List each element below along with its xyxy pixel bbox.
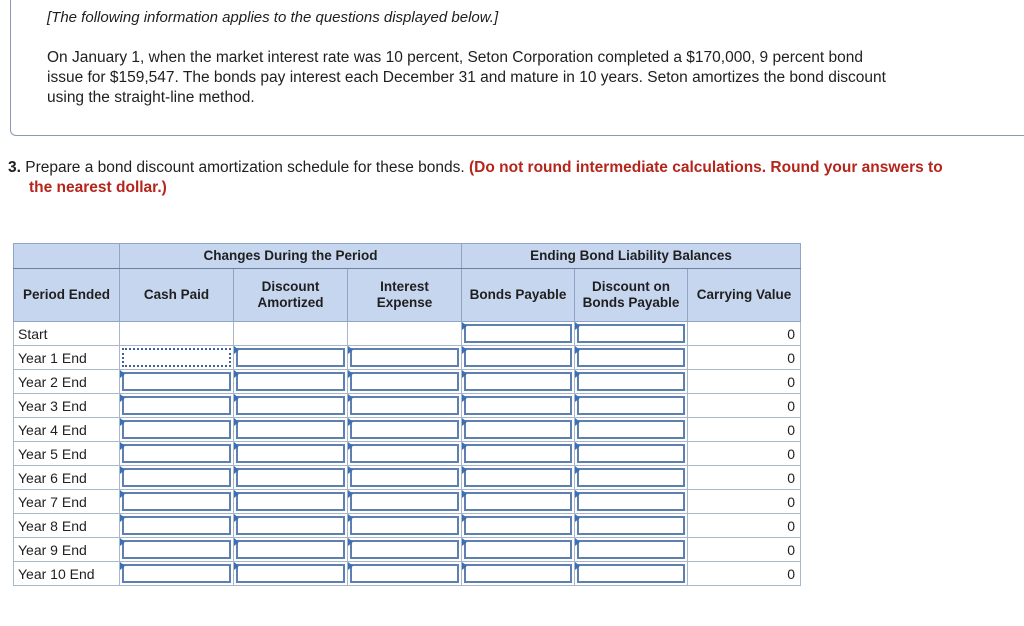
table-row [14, 538, 801, 562]
bonds-payable-cell [462, 562, 575, 586]
question-number: 3. [8, 159, 21, 176]
input-marker-icon [575, 466, 580, 474]
discount-amortized-input[interactable] [236, 348, 345, 367]
discount-on-bonds-payable-input[interactable] [577, 420, 685, 439]
rounding-instruction-cont: the nearest dollar.) [29, 179, 167, 196]
input-marker-icon [120, 538, 125, 546]
table-row [14, 514, 801, 538]
col-header-bonds-payable: Bonds Payable [462, 269, 575, 322]
bonds-payable-input[interactable] [464, 564, 572, 583]
input-marker-icon [462, 346, 467, 354]
problem-statement [47, 48, 997, 108]
input-marker-icon [462, 322, 467, 330]
input-marker-icon [462, 442, 467, 450]
discount-on-bonds-payable-cell [575, 394, 688, 418]
input-marker-icon [234, 442, 239, 450]
discount-on-bonds-payable-input[interactable] [577, 492, 685, 511]
discount-amortized-cell [234, 490, 348, 514]
problem-line: using the straight-line method. [47, 89, 255, 106]
bonds-payable-input[interactable] [464, 324, 572, 343]
input-marker-icon [234, 394, 239, 402]
input-marker-icon [348, 514, 353, 522]
col-header-discount-on-bonds-payable [575, 269, 688, 322]
input-marker-icon [234, 538, 239, 546]
interest-expense-cell [348, 322, 462, 346]
input-marker-icon [462, 538, 467, 546]
period-label: Year 6 End [14, 466, 120, 490]
discount-amortized-cell [234, 322, 348, 346]
cash-paid-cell [120, 514, 234, 538]
carrying-value-cell: 0 [688, 538, 801, 562]
col-header-line: Interest [380, 279, 429, 294]
bonds-payable-cell [462, 538, 575, 562]
discount-on-bonds-payable-cell [575, 514, 688, 538]
input-marker-icon [120, 490, 125, 498]
input-marker-icon [234, 418, 239, 426]
input-marker-icon [348, 418, 353, 426]
bonds-payable-cell [462, 394, 575, 418]
info-note: [The following information applies to the questions displayed below.] [47, 9, 499, 26]
discount-amortized-cell [234, 370, 348, 394]
cash-paid-input[interactable] [122, 396, 231, 415]
discount-on-bonds-payable-cell [575, 466, 688, 490]
bonds-payable-input[interactable] [464, 396, 572, 415]
input-marker-icon [234, 466, 239, 474]
discount-amortized-cell [234, 418, 348, 442]
discount-on-bonds-payable-cell [575, 490, 688, 514]
interest-expense-input[interactable] [350, 516, 459, 535]
input-marker-icon [462, 466, 467, 474]
discount-on-bonds-payable-input[interactable] [577, 564, 685, 583]
bonds-payable-input[interactable] [464, 420, 572, 439]
table-row [14, 562, 801, 586]
group-header-ending: Ending Bond Liability Balances [462, 244, 801, 269]
discount-on-bonds-payable-input[interactable] [577, 372, 685, 391]
carrying-value-cell: 0 [688, 466, 801, 490]
cash-paid-cell [120, 394, 234, 418]
period-label: Year 2 End [14, 370, 120, 394]
discount-on-bonds-payable-input[interactable] [577, 468, 685, 487]
bonds-payable-cell [462, 322, 575, 346]
carrying-value-cell: 0 [688, 490, 801, 514]
input-marker-icon [348, 394, 353, 402]
cash-paid-cell [120, 490, 234, 514]
carrying-value-cell: 0 [688, 322, 801, 346]
discount-on-bonds-payable-cell [575, 370, 688, 394]
col-header-interest-expense [348, 269, 462, 322]
cash-paid-cell [120, 346, 234, 370]
period-label: Year 8 End [14, 514, 120, 538]
discount-amortized-input[interactable] [236, 492, 345, 511]
interest-expense-input[interactable] [350, 348, 459, 367]
interest-expense-cell [348, 394, 462, 418]
bonds-payable-cell [462, 514, 575, 538]
cash-paid-cell [120, 562, 234, 586]
input-marker-icon [120, 514, 125, 522]
cash-paid-cell [120, 442, 234, 466]
bonds-payable-cell [462, 490, 575, 514]
bonds-payable-cell [462, 418, 575, 442]
bonds-payable-input[interactable] [464, 348, 572, 367]
discount-amortized-cell [234, 346, 348, 370]
cash-paid-input[interactable] [122, 372, 231, 391]
input-marker-icon [234, 562, 239, 570]
discount-on-bonds-payable-input[interactable] [577, 348, 685, 367]
cash-paid-input[interactable] [122, 516, 231, 535]
discount-on-bonds-payable-cell [575, 442, 688, 466]
discount-amortized-input[interactable] [236, 468, 345, 487]
cash-paid-cell [120, 418, 234, 442]
discount-on-bonds-payable-input[interactable] [577, 540, 685, 559]
interest-expense-cell [348, 514, 462, 538]
bonds-payable-input[interactable] [464, 468, 572, 487]
period-label: Year 4 End [14, 418, 120, 442]
bonds-payable-input[interactable] [464, 492, 572, 511]
discount-on-bonds-payable-input[interactable] [577, 324, 685, 343]
bonds-payable-input[interactable] [464, 444, 572, 463]
input-marker-icon [348, 562, 353, 570]
carrying-value-cell: 0 [688, 346, 801, 370]
interest-expense-input[interactable] [350, 396, 459, 415]
bonds-payable-input[interactable] [464, 516, 572, 535]
input-marker-icon [575, 562, 580, 570]
group-header-changes: Changes During the Period [120, 244, 462, 269]
input-marker-icon [575, 322, 580, 330]
discount-amortized-input[interactable] [236, 564, 345, 583]
col-header-line: Bonds Payable [582, 295, 680, 310]
table-row [14, 370, 801, 394]
question-prompt [8, 158, 1024, 198]
discount-on-bonds-payable-input[interactable] [577, 516, 685, 535]
header-blank [14, 244, 120, 269]
discount-on-bonds-payable-cell [575, 538, 688, 562]
discount-amortized-input[interactable] [236, 372, 345, 391]
cash-paid-input[interactable] [122, 444, 231, 463]
input-marker-icon [120, 370, 125, 378]
discount-amortized-input[interactable] [236, 516, 345, 535]
discount-on-bonds-payable-input[interactable] [577, 396, 685, 415]
input-marker-icon [120, 442, 125, 450]
discount-amortized-cell [234, 442, 348, 466]
problem-line: issue for $159,547. The bonds pay interest each December 31 and mature in 10 years. Seton amortizes the bond discount [47, 69, 886, 86]
interest-expense-cell [348, 538, 462, 562]
bonds-payable-cell [462, 370, 575, 394]
input-marker-icon [575, 442, 580, 450]
discount-amortized-input[interactable] [236, 396, 345, 415]
cash-paid-input[interactable] [122, 420, 231, 439]
cash-paid-cell [120, 466, 234, 490]
input-marker-icon [575, 370, 580, 378]
discount-on-bonds-payable-cell [575, 418, 688, 442]
bonds-payable-input[interactable] [464, 540, 572, 559]
input-marker-icon [462, 418, 467, 426]
carrying-value-cell: 0 [688, 562, 801, 586]
period-label: Year 1 End [14, 346, 120, 370]
cash-paid-input[interactable] [122, 348, 231, 367]
discount-amortized-input[interactable] [236, 540, 345, 559]
interest-expense-cell [348, 442, 462, 466]
cash-paid-input[interactable] [122, 468, 231, 487]
input-marker-icon [234, 346, 239, 354]
input-marker-icon [575, 346, 580, 354]
col-header-line: Discount [261, 279, 320, 294]
col-header-line: Amortized [257, 295, 324, 310]
table-row [14, 322, 801, 346]
interest-expense-cell [348, 466, 462, 490]
col-header-carrying-value: Carrying Value [688, 269, 801, 322]
problem-line: On January 1, when the market interest rate was 10 percent, Seton Corporation completed a $170,000, 9 percent bond [47, 49, 863, 66]
bonds-payable-input[interactable] [464, 372, 572, 391]
input-marker-icon [575, 514, 580, 522]
carrying-value-cell: 0 [688, 370, 801, 394]
input-marker-icon [234, 514, 239, 522]
discount-on-bonds-payable-cell [575, 562, 688, 586]
input-marker-icon [234, 370, 239, 378]
input-marker-icon [120, 562, 125, 570]
input-marker-icon [348, 466, 353, 474]
period-label: Year 3 End [14, 394, 120, 418]
col-header-period: Period Ended [14, 269, 120, 322]
input-marker-icon [462, 394, 467, 402]
interest-expense-input[interactable] [350, 564, 459, 583]
carrying-value-cell: 0 [688, 514, 801, 538]
col-header-line: Expense [376, 295, 433, 310]
input-marker-icon [575, 490, 580, 498]
input-marker-icon [120, 466, 125, 474]
input-marker-icon [348, 490, 353, 498]
period-label: Year 10 End [14, 562, 120, 586]
interest-expense-input[interactable] [350, 420, 459, 439]
input-marker-icon [348, 346, 353, 354]
input-marker-icon [575, 418, 580, 426]
table-row [14, 442, 801, 466]
interest-expense-cell [348, 562, 462, 586]
cash-paid-cell [120, 370, 234, 394]
carrying-value-cell: 0 [688, 418, 801, 442]
table-row [14, 394, 801, 418]
period-label: Year 7 End [14, 490, 120, 514]
input-marker-icon [120, 418, 125, 426]
discount-amortized-input[interactable] [236, 444, 345, 463]
interest-expense-input[interactable] [350, 540, 459, 559]
question-text: Prepare a bond discount amortization schedule for these bonds. [20, 159, 469, 176]
input-marker-icon [348, 538, 353, 546]
table-row [14, 466, 801, 490]
col-header-cash-paid: Cash Paid [120, 269, 234, 322]
cash-paid-input[interactable] [122, 540, 231, 559]
input-marker-icon [462, 514, 467, 522]
period-label: Year 5 End [14, 442, 120, 466]
period-label: Year 9 End [14, 538, 120, 562]
interest-expense-input[interactable] [350, 468, 459, 487]
discount-amortized-cell [234, 514, 348, 538]
interest-expense-cell [348, 490, 462, 514]
col-header-discount-amortized [234, 269, 348, 322]
cash-paid-cell [120, 322, 234, 346]
input-marker-icon [462, 490, 467, 498]
input-marker-icon [120, 394, 125, 402]
table-row [14, 490, 801, 514]
interest-expense-input[interactable] [350, 492, 459, 511]
period-label: Start [14, 322, 120, 346]
discount-amortized-cell [234, 394, 348, 418]
discount-on-bonds-payable-input[interactable] [577, 444, 685, 463]
discount-on-bonds-payable-cell [575, 346, 688, 370]
discount-amortized-cell [234, 466, 348, 490]
carrying-value-cell: 0 [688, 394, 801, 418]
interest-expense-cell [348, 418, 462, 442]
cash-paid-cell [120, 538, 234, 562]
cash-paid-input[interactable] [122, 492, 231, 511]
interest-expense-cell [348, 346, 462, 370]
cash-paid-input[interactable] [122, 564, 231, 583]
input-marker-icon [348, 442, 353, 450]
interest-expense-input[interactable] [350, 444, 459, 463]
discount-amortized-cell [234, 538, 348, 562]
table-row [14, 346, 801, 370]
carrying-value-cell: 0 [688, 442, 801, 466]
input-marker-icon [575, 538, 580, 546]
interest-expense-cell [348, 370, 462, 394]
input-marker-icon [462, 562, 467, 570]
discount-amortized-input[interactable] [236, 420, 345, 439]
input-marker-icon [234, 490, 239, 498]
amortization-schedule [13, 243, 801, 586]
bonds-payable-cell [462, 466, 575, 490]
interest-expense-input[interactable] [350, 372, 459, 391]
input-marker-icon [348, 370, 353, 378]
col-header-line: Discount on [592, 279, 670, 294]
bonds-payable-cell [462, 442, 575, 466]
input-marker-icon [575, 394, 580, 402]
table-row [14, 418, 801, 442]
discount-on-bonds-payable-cell [575, 322, 688, 346]
bonds-payable-cell [462, 346, 575, 370]
input-marker-icon [462, 370, 467, 378]
rounding-instruction: (Do not round intermediate calculations. Round your answers to [469, 159, 943, 176]
schedule-body [14, 322, 801, 586]
discount-amortized-cell [234, 562, 348, 586]
